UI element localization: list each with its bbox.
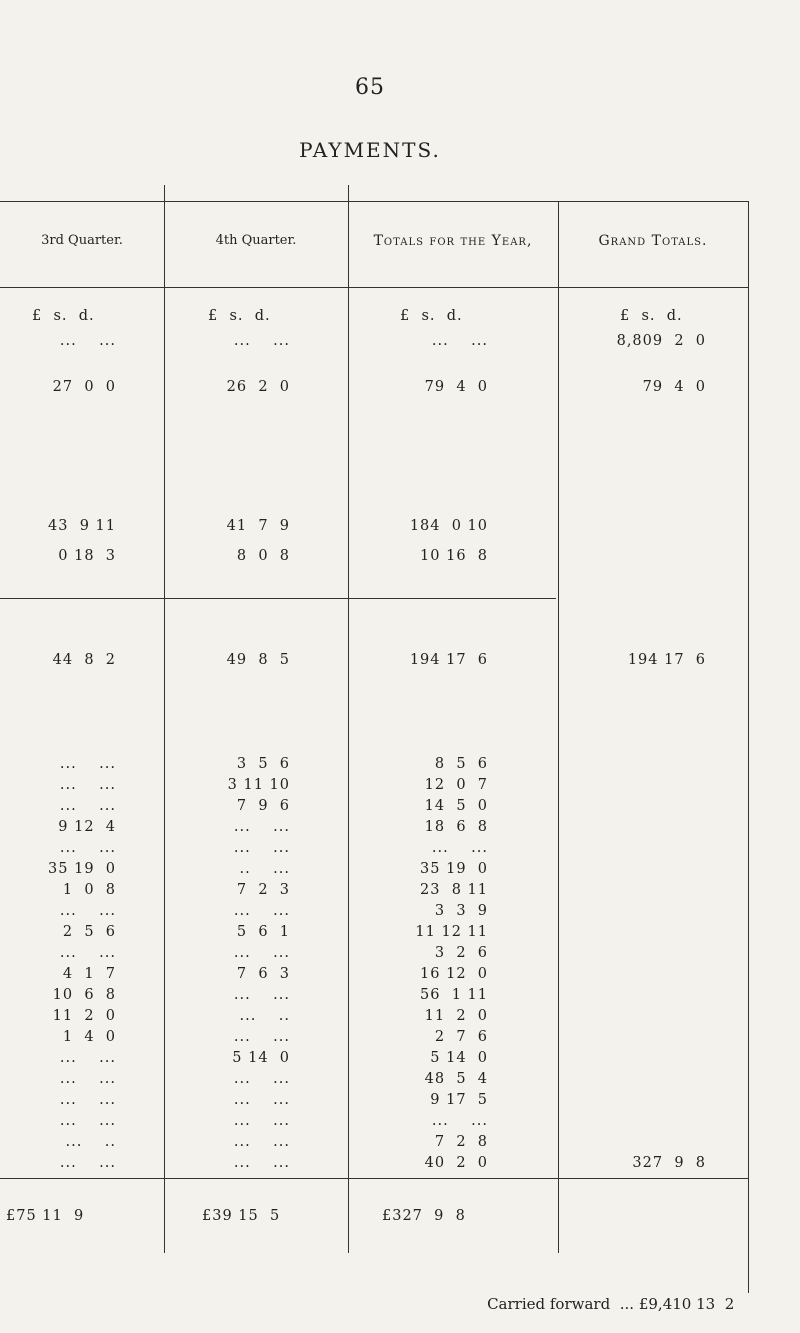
ledger-cell: 3 3 9 — [434, 903, 488, 919]
ledger-cell: 41 7 9 — [226, 518, 290, 534]
ledger-cell: ... ... — [233, 903, 290, 919]
ledger-cell: 7 9 6 — [236, 798, 290, 814]
col-divider-2 — [348, 185, 349, 1253]
ledger-cell: 9 12 4 — [58, 819, 116, 835]
ledger-cell: 14 5 0 — [424, 798, 488, 814]
ledger-cell: ... ... — [233, 1092, 290, 1108]
col-heading-4th-quarter: 4th Quarter. — [215, 233, 297, 248]
ledger-cell: .. ... — [239, 861, 290, 877]
ledger-cell: 27 0 0 — [52, 379, 116, 395]
ledger-cell: 12 0 7 — [424, 777, 488, 793]
ledger-cell: ... ... — [233, 333, 290, 349]
ledger-cell: ... ... — [59, 1050, 116, 1066]
ledger-cell: ... ... — [431, 840, 488, 856]
ledger-cell: 194 17 6 — [627, 652, 706, 668]
ledger-cell: ... ... — [233, 1155, 290, 1171]
ledger-cell: 4 1 7 — [62, 966, 116, 982]
ledger-cell: ... ... — [233, 1134, 290, 1150]
ledger-cell: ... ... — [233, 987, 290, 1003]
ledger-cell: 184 0 10 — [409, 518, 488, 534]
ledger-cell: ... ... — [59, 1155, 116, 1171]
ledger-cell: ... ... — [59, 777, 116, 793]
ledger-cell: 11 2 0 — [52, 1008, 116, 1024]
ledger-cell: 194 17 6 — [409, 652, 488, 668]
right-edge — [748, 201, 749, 1293]
ledger-cell: 49 8 5 — [226, 652, 290, 668]
ledger-cell: 40 2 0 — [424, 1155, 488, 1171]
ledger-cell: 23 8 11 — [420, 882, 488, 898]
currency-header-col3: £ s. d. — [400, 308, 463, 324]
ledger-cell: 2 7 6 — [434, 1029, 488, 1045]
total-3rd-quarter: £75 11 9 — [6, 1208, 85, 1224]
ledger-cell: 44 8 2 — [52, 652, 116, 668]
ledger-cell: ... ... — [59, 1092, 116, 1108]
ledger-cell: 10 16 8 — [420, 548, 488, 564]
ledger-cell: 8 5 6 — [434, 756, 488, 772]
ledger-cell: 2 5 6 — [62, 924, 116, 940]
ledger-cell: 43 9 11 — [48, 518, 116, 534]
ledger-cell: 7 2 8 — [434, 1134, 488, 1150]
ledger-cell: 327 9 8 — [632, 1155, 706, 1171]
ledger-cell: 8 0 8 — [236, 548, 290, 564]
ledger-cell: ... .. — [239, 1008, 290, 1024]
carried-forward-dots: ... — [619, 1295, 635, 1313]
col-heading-totals-for-year: Totals for the Year, — [373, 233, 533, 249]
header-rule — [0, 287, 748, 288]
currency-header-col4: £ s. d. — [620, 308, 683, 324]
ledger-cell: 18 6 8 — [424, 819, 488, 835]
ledger-cell: 3 2 6 — [434, 945, 488, 961]
top-rule — [0, 201, 748, 202]
ledger-cell: 11 2 0 — [424, 1008, 488, 1024]
subtotal-rule-left — [0, 598, 556, 599]
ledger-cell: 79 4 0 — [642, 379, 706, 395]
ledger-cell: 35 19 0 — [420, 861, 488, 877]
ledger-cell: ... ... — [59, 1071, 116, 1087]
ledger-cell: ... ... — [59, 840, 116, 856]
ledger-cell: 1 4 0 — [62, 1029, 116, 1045]
ledger-cell: 3 5 6 — [236, 756, 290, 772]
ledger-cell: 10 6 8 — [52, 987, 116, 1003]
ledger-cell: 0 18 3 — [58, 548, 116, 564]
ledger-cell: 7 2 3 — [236, 882, 290, 898]
ledger-cell: ... ... — [59, 1113, 116, 1129]
ledger-cell: 48 5 4 — [424, 1071, 488, 1087]
ledger-cell: 5 14 0 — [232, 1050, 290, 1066]
ledger-cell: ... ... — [59, 903, 116, 919]
ledger-cell: ... ... — [233, 1071, 290, 1087]
currency-header-col1: £ s. d. — [32, 308, 95, 324]
page-number: 65 — [355, 75, 385, 100]
ledger-cell: 9 17 5 — [430, 1092, 488, 1108]
ledger-cell: 35 19 0 — [48, 861, 116, 877]
ledger-cell: ... ... — [59, 756, 116, 772]
ledger-cell: ... ... — [59, 945, 116, 961]
ledger-cell: 7 6 3 — [236, 966, 290, 982]
ledger-cell: ... ... — [233, 840, 290, 856]
ledger-cell: 5 14 0 — [430, 1050, 488, 1066]
ledger-cell: 1 0 8 — [62, 882, 116, 898]
ledger-cell: 5 6 1 — [236, 924, 290, 940]
ledger-cell: 16 12 0 — [420, 966, 488, 982]
bottom-rule — [0, 1178, 748, 1179]
currency-header-col2: £ s. d. — [208, 308, 271, 324]
carried-forward-line — [468, 1277, 734, 1331]
ledger-cell: ... ... — [233, 945, 290, 961]
ledger-cell: ... ... — [431, 1113, 488, 1129]
carried-forward-value: £9,410 13 2 — [638, 1295, 735, 1313]
ledger-cell: ... ... — [59, 798, 116, 814]
ledger-cell: ... ... — [233, 1029, 290, 1045]
col-divider-3 — [558, 201, 559, 1253]
ledger-cell: ... ... — [233, 819, 290, 835]
ledger-cell: 56 1 11 — [420, 987, 488, 1003]
ledger-cell: ... ... — [431, 333, 488, 349]
ledger-cell: 79 4 0 — [424, 379, 488, 395]
carried-forward-label: Carried forward — [487, 1295, 611, 1313]
ledger-cell: ... ... — [59, 333, 116, 349]
total-for-year: £327 9 8 — [382, 1208, 466, 1224]
col-heading-3rd-quarter: 3rd Quarter. — [41, 233, 123, 248]
ledger-cell: 26 2 0 — [226, 379, 290, 395]
ledger-cell: 8,809 2 0 — [616, 333, 706, 349]
total-4th-quarter: £39 15 5 — [202, 1208, 281, 1224]
page-heading: PAYMENTS. — [299, 138, 441, 162]
ledger-cell: ... .. — [65, 1134, 116, 1150]
ledger-cell: 11 12 11 — [415, 924, 488, 940]
ledger-cell: 3 11 10 — [227, 777, 290, 793]
ledger-cell: ... ... — [233, 1113, 290, 1129]
col-divider-1 — [164, 185, 165, 1253]
col-heading-grand-totals: Grand Totals. — [598, 233, 708, 249]
